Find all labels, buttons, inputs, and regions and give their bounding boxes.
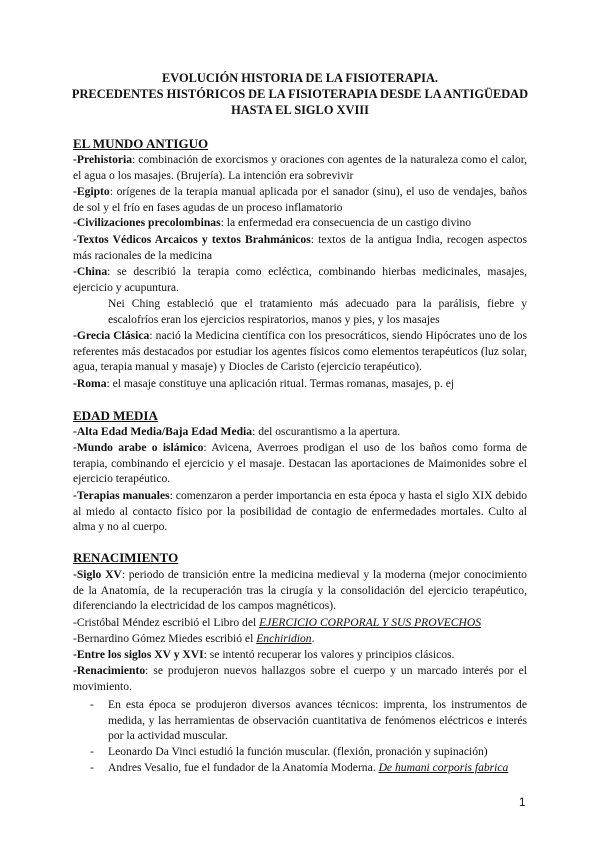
text-siglos-xv-xvi: : se intentó recuperar los valores y principios clásicos. — [203, 648, 455, 661]
bullet-marker-1: - — [90, 698, 94, 711]
text-grecia: : nació la Medicina científica con los presocráticos, siendo Hipócrates uno de los referentes más destacados por estudiar los agentes físicos como elementos terapéuticos (luz solar, agua, terapia manual y masaje) y Diocles de Caristo (ejercicio terapéutico). — [73, 329, 527, 374]
term-china: -China — [73, 265, 108, 278]
paragraph-roma — [73, 376, 527, 392]
term-roma: -Roma — [73, 377, 107, 390]
text-terapias-manuales: : comenzaron a perder importancia en esta época y hasta el siglo XIX debido al miedo al contacto físico por la posibilidad de contagio de enfermedades mortales. Culto al alma y no al cuerpo. — [73, 489, 527, 534]
page-number: 1 — [519, 797, 526, 809]
term-prehistoria: -Prehistoria — [73, 153, 133, 166]
section-heading-mundo-antiguo: EL MUNDO ANTIGUO — [73, 136, 209, 151]
bullet-item-vesalio — [108, 760, 527, 776]
text-china: : se describió la terapia como ecléctica, combinando hierbas medicinales, masajes, ejercicio y acupuntura. — [73, 265, 527, 294]
text-prehistoria: : combinación de exorcismos y oraciones con agentes de la naturaleza como el calor, el agua o los masajes. (Brujería). La intención era sobrevivir — [73, 153, 527, 182]
doc-title-line1: EVOLUCIÓN HISTORIA DE LA FISIOTERAPIA. — [162, 71, 438, 85]
paragraph-china — [73, 264, 527, 295]
term-alta-edad-media: -Alta Edad Media/Baja Edad Media — [73, 425, 253, 438]
paragraph-siglo-xv — [73, 567, 527, 614]
text-mundo-arabe: : Avicena, Averroes prodigan el uso de los baños como forma de terapia, combinando el ejercicio y el masaje. Destacan las aportaciones de Maimonides sobre el ejercicio terapéutico. — [73, 441, 527, 486]
bullet-item-avances-tecnicos: En esta época se produjeron diversos avances técnicos: imprenta, los instrumentos de medida, y las herramientas de observación cuantitativa de fenómenos eléctricos e interés por la actividad muscular. — [108, 698, 527, 743]
paragraph-alta-edad-media — [73, 424, 527, 440]
paragraph-mundo-arabe — [73, 440, 527, 487]
term-siglo-xv: -Siglo XV — [73, 568, 122, 581]
paragraph-renacimiento — [73, 663, 527, 694]
text-alta-edad-media: : del oscurantismo a la apertura. — [252, 425, 401, 438]
paragraph-cristobal-mendez — [73, 615, 527, 631]
book-title-de-humani: De humani corporis fabrica — [378, 761, 509, 774]
term-renacimiento: -Renacimiento — [73, 664, 146, 677]
bullet-item-leonardo: Leonardo Da Vinci estudió la función muscular. (flexión, pronación y supinación) — [108, 745, 488, 758]
term-siglos-xv-xvi: -Entre los siglos XV y XVI — [73, 648, 204, 661]
term-terapias-manuales: -Terapias manuales — [73, 489, 170, 502]
doc-title-line2: PRECEDENTES HISTÓRICOS DE LA FISIOTERAPIA DESDE LA ANTIGÜEDAD — [71, 87, 529, 101]
text-egipto: : orígenes de la terapia manual aplicada por el sanador (sinu), el uso de vendajes, baños de sol y el frío en fases agudas de un proceso inflamatorio — [73, 185, 527, 214]
text-civilizaciones: : la enfermedad era consecuencia de un castigo divino — [220, 216, 472, 229]
book-title-ejercicio-corporal: EJERCICIO CORPORAL Y SUS PROVECHOS — [259, 616, 482, 629]
text-gomez-miedes: -Bernardino Gómez Miedes escribió el — [73, 632, 257, 645]
section-heading-edad-media: EDAD MEDIA — [73, 408, 158, 423]
text-siglo-xv: : periodo de transición entre la medicina medieval y la moderna (mejor conocimiento de la Anatomía, de la recuperación tras la cirugía y la consolidación del ejercicio terapéutico, diferenciando la electricidad de los campos magnéticos). — [73, 568, 527, 613]
text-vesalio: Andres Vesalio, fue el fundador de la Anatomía Moderna. — [108, 761, 379, 774]
book-title-enchiridion: Enchiridion — [256, 632, 312, 645]
text-roma: : el masaje constituye una aplicación ritual. Termas romanas, masajes, p. ej — [106, 377, 455, 390]
paragraph-nei-ching: Nei Ching estableció que el tratamiento más adecuado para la parálisis, fiebre y escalofríos eran los ejercicios respiratorios, manos y pies, y los masajes — [108, 297, 527, 326]
paragraph-egipto — [73, 184, 527, 215]
paragraph-siglos-xv-xvi — [73, 647, 527, 663]
paragraph-prehistoria — [73, 152, 527, 183]
term-vedicos: -Textos Védicos Arcaicos y textos Brahmánicos — [73, 233, 311, 246]
paragraph-civilizaciones — [73, 215, 527, 231]
doc-title-line3: HASTA EL SIGLO XVIII — [231, 103, 369, 117]
term-mundo-arabe: -Mundo arabe o islámico — [73, 441, 204, 454]
bullet-marker-2: - — [90, 745, 94, 758]
bullet-marker-3: - — [90, 761, 94, 774]
term-grecia: -Grecia Clásica — [73, 329, 150, 342]
term-civilizaciones: -Civilizaciones precolombinas — [73, 216, 221, 229]
paragraph-grecia — [73, 328, 527, 375]
text-cristobal-mendez: -Cristóbal Méndez escribió el Libro del — [73, 616, 260, 629]
paragraph-terapias-manuales — [73, 488, 527, 535]
paragraph-gomez-miedes — [73, 631, 527, 647]
paragraph-vedicos — [73, 232, 527, 263]
text-renacimiento: : se produjeron nuevos hallazgos sobre el cuerpo y un marcado interés por el movimiento. — [73, 664, 527, 693]
text-vedicos: : textos de la antigua India, recogen aspectos más racionales de la medicina — [73, 233, 527, 262]
text-gomez-miedes-end: . — [311, 632, 315, 645]
section-heading-renacimiento: RENACIMIENTO — [73, 550, 179, 565]
term-egipto: -Egipto — [73, 185, 110, 198]
